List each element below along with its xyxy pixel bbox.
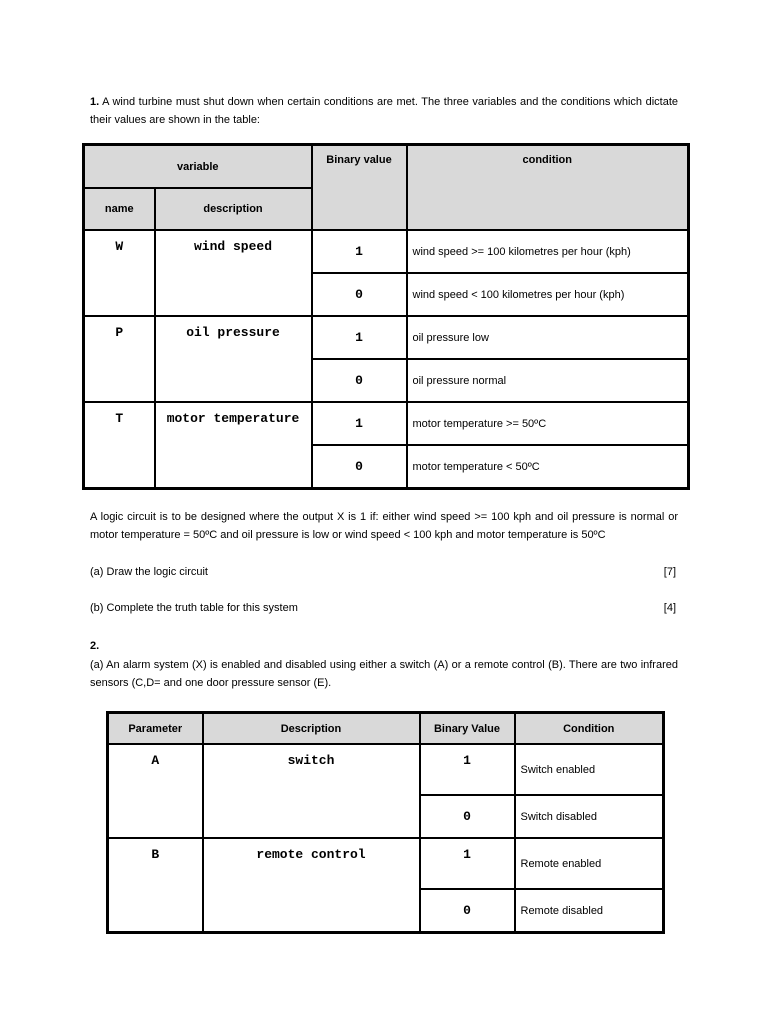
- parameter-description: remote control: [203, 838, 420, 933]
- binary-value: 1: [312, 402, 407, 445]
- variable-name: P: [84, 316, 155, 402]
- header-parameter: Parameter: [108, 713, 203, 745]
- q1-part-b-text: (b) Complete the truth table for this system: [90, 602, 298, 614]
- header-condition: Condition: [515, 713, 664, 745]
- header-binary-value: Binary Value: [420, 713, 515, 745]
- condition: oil pressure low: [407, 316, 689, 359]
- parameter-description: switch: [203, 744, 420, 838]
- header-condition: condition: [407, 145, 689, 231]
- header-description: Description: [203, 713, 420, 745]
- condition: motor temperature < 50ºC: [407, 445, 689, 489]
- q2-number: 2.: [90, 640, 100, 652]
- q1-part-a-text: (a) Draw the logic circuit: [90, 566, 208, 578]
- binary-value: 1: [420, 744, 515, 795]
- q2-intro: (a) An alarm system (X) is enabled and disabled using either a switch (A) or a remote control (B). There are two infrared sensors (C,D= and one door pressure sensor (E).: [90, 659, 678, 689]
- parameter-name: A: [108, 744, 203, 838]
- q1-intro: [90, 93, 678, 129]
- header-variable: variable: [84, 145, 312, 189]
- q1-number: 1.: [90, 96, 100, 108]
- condition: Remote enabled: [515, 838, 664, 889]
- q1-part-b-marks: [4]: [663, 602, 676, 614]
- binary-value: 0: [312, 359, 407, 402]
- table-row: [108, 838, 664, 889]
- binary-value: 0: [420, 795, 515, 838]
- binary-value: 0: [312, 273, 407, 316]
- variable-description: wind speed: [155, 230, 312, 316]
- condition: wind speed >= 100 kilometres per hour (kph): [407, 230, 689, 273]
- header-binary-value: Binary value: [312, 145, 407, 231]
- wind-turbine-variables-table: [82, 143, 690, 490]
- condition: oil pressure normal: [407, 359, 689, 402]
- circuit-description: A logic circuit is to be designed where the output X is 1 if: either wind speed >= 100 kph and oil pressure is normal or motor temperature = 50ºC and oil pressure is low or wind speed < 100 kph and motor temperature is 50ºC: [90, 511, 678, 541]
- header-description: description: [155, 188, 312, 230]
- q1-part-a-marks: [7]: [663, 566, 676, 578]
- condition: Remote disabled: [515, 889, 664, 933]
- parameter-name: B: [108, 838, 203, 933]
- q1-part-a: [90, 563, 676, 581]
- binary-value: 1: [312, 230, 407, 273]
- table-row: [84, 316, 689, 359]
- binary-value: 1: [312, 316, 407, 359]
- q1-intro-text: A wind turbine must shut down when certain conditions are met. The three variables and the conditions which dictate their values are shown in the table:: [90, 96, 678, 126]
- variable-name: T: [84, 402, 155, 489]
- alarm-parameters-table: [106, 711, 665, 934]
- binary-value: 0: [420, 889, 515, 933]
- header-name: name: [84, 188, 155, 230]
- condition: wind speed < 100 kilometres per hour (kph): [407, 273, 689, 316]
- table-row: [84, 230, 689, 273]
- variable-description: motor temperature: [155, 402, 312, 489]
- q1-part-b: [90, 599, 676, 617]
- variable-name: W: [84, 230, 155, 316]
- binary-value: 1: [420, 838, 515, 889]
- condition: Switch enabled: [515, 744, 664, 795]
- table-row: [108, 744, 664, 795]
- condition: Switch disabled: [515, 795, 664, 838]
- variable-description: oil pressure: [155, 316, 312, 402]
- condition: motor temperature >= 50ºC: [407, 402, 689, 445]
- table-row: [84, 402, 689, 445]
- binary-value: 0: [312, 445, 407, 489]
